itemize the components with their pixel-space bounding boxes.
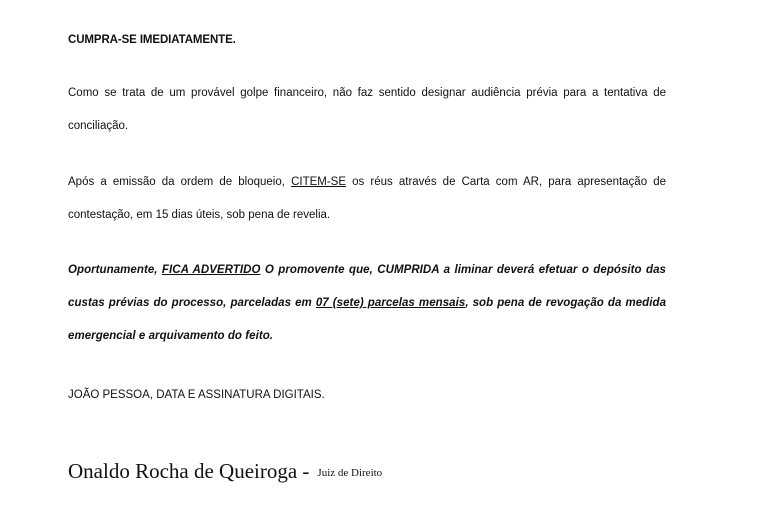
paragraph-part2: O promovente que, CUMPRIDA a liminar deverá efetuar o depósito das custas prévias do processo, parceladas em	[68, 264, 666, 309]
signature-title: Juiz de Direito	[317, 467, 383, 479]
paragraph-citation	[68, 166, 666, 232]
paragraph-text: Como se trata de um provável golpe financeiro, não faz sentido designar audiência prévia para a tentativa de conciliação.	[68, 87, 666, 132]
signature-block	[68, 459, 382, 484]
paragraph-conciliation	[68, 77, 666, 143]
signature-name: Onaldo Rocha de Queiroga -	[68, 459, 310, 483]
underlined-fica-advertido: FICA ADVERTIDO	[161, 264, 261, 276]
document-heading: CUMPRA-SE IMEDIATAMENTE.	[68, 34, 236, 46]
paragraph-warning	[68, 254, 666, 353]
paragraph-part3: , sob pena de revogação da medida emergencial e arquivamento do feito.	[68, 297, 667, 342]
closing-line: JOÃO PESSOA, DATA E ASSINATURA DIGITAIS.	[68, 389, 325, 401]
underlined-citem-se: CITEM-SE	[291, 176, 347, 188]
paragraph-part1: Oportunamente,	[68, 264, 162, 276]
paragraph-text-before: Após a emissão da ordem de bloqueio,	[68, 176, 292, 188]
underlined-parcelas: 07 (sete) parcelas mensais	[315, 297, 466, 309]
paragraph-text-after: os réus através de Carta com AR, para apresentação de contestação, em 15 dias úteis, sob pena de revelia.	[68, 176, 667, 221]
